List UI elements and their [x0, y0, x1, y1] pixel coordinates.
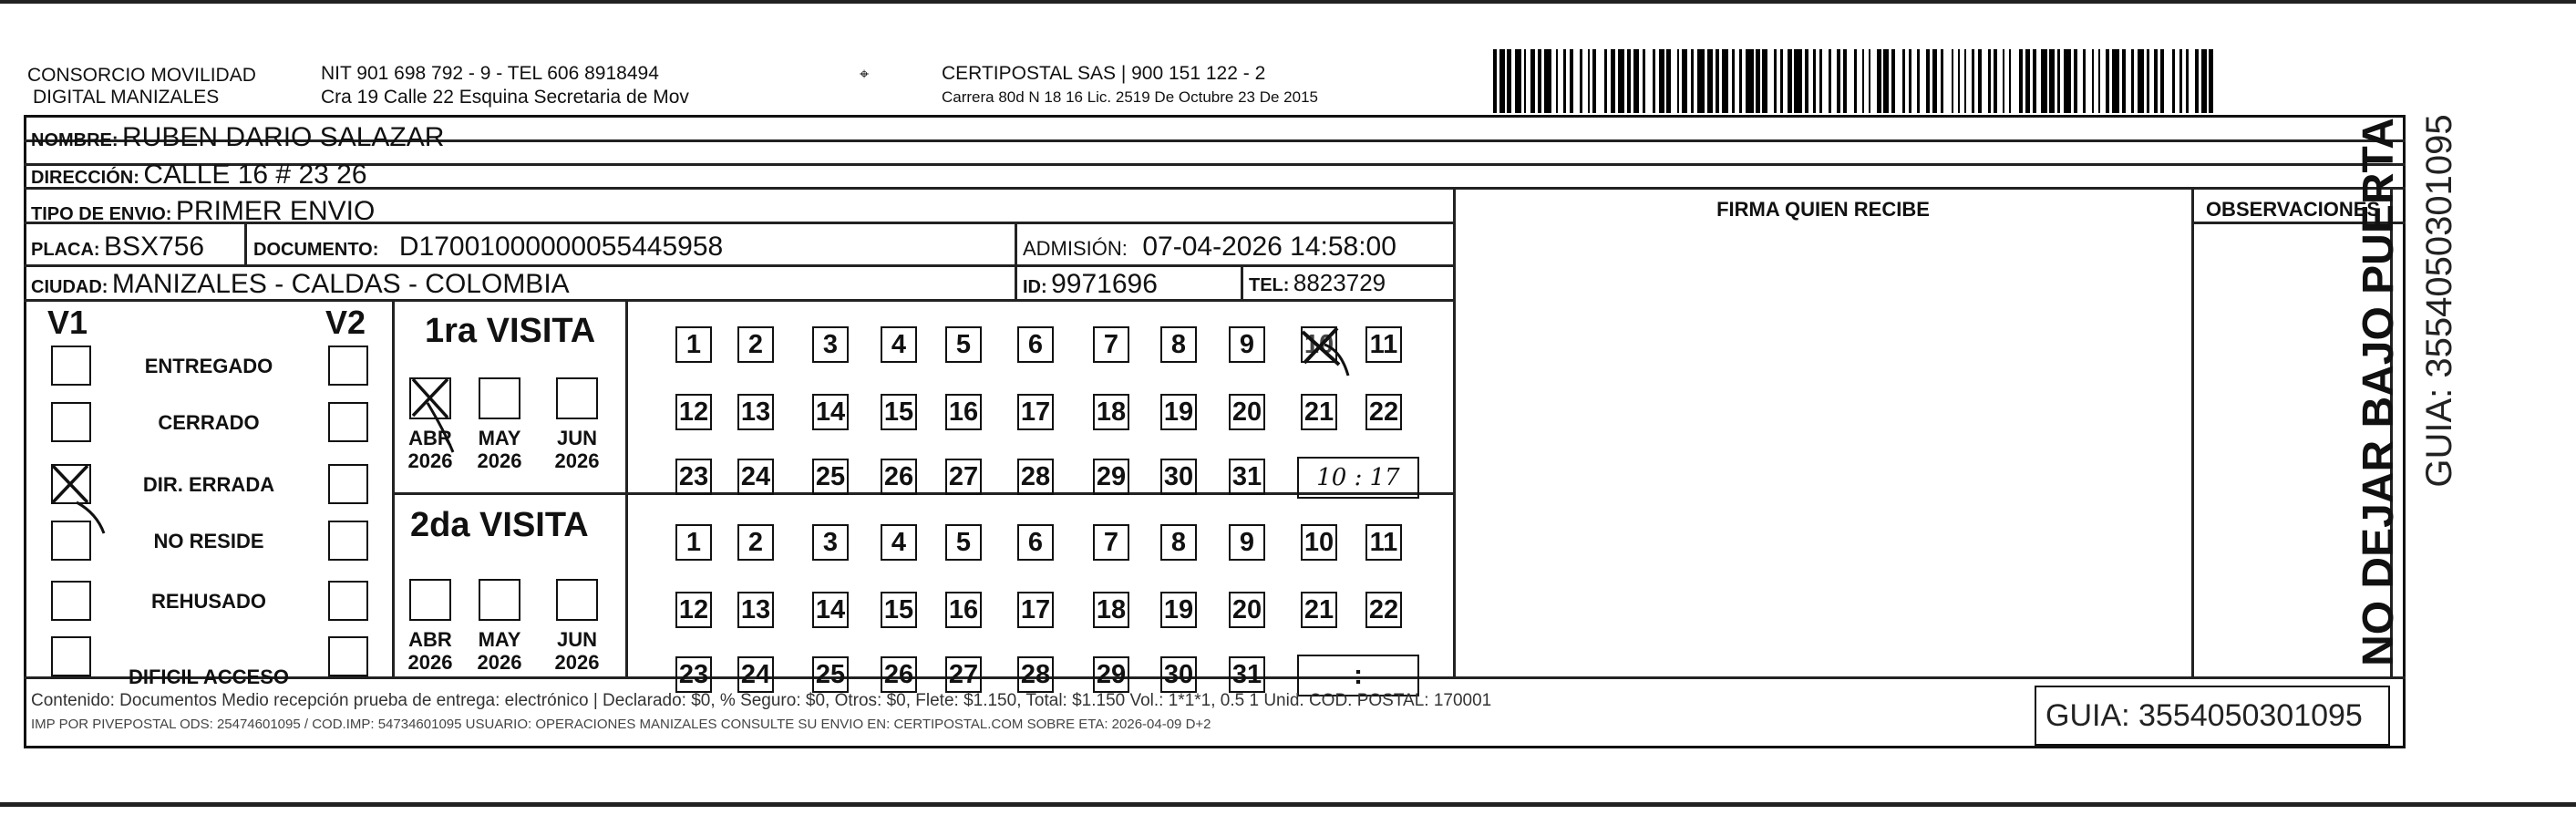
address-label: DIRECCIÓN: [31, 168, 139, 188]
day-box[interactable]: 1 [675, 524, 712, 561]
day-box[interactable]: 2 [737, 326, 774, 363]
day-box[interactable]: 14 [812, 592, 849, 628]
admission-field [1023, 233, 1396, 261]
day-box[interactable]: 13 [737, 592, 774, 628]
plate-field [31, 233, 204, 261]
time-field[interactable]: 10 : 17 [1297, 457, 1419, 499]
row-divider [24, 163, 2406, 166]
v2-header: V2 [325, 304, 366, 341]
time-field[interactable]: : [1297, 655, 1419, 696]
v2-checkbox[interactable] [328, 402, 368, 442]
sender-name-line2: DIGITAL MANIZALES [33, 87, 220, 108]
col-divider [625, 299, 628, 677]
day-box[interactable]: 24 [737, 656, 774, 693]
day-box[interactable]: 27 [945, 656, 982, 693]
day-box[interactable]: 10 [1301, 524, 1337, 561]
day-box[interactable]: 16 [945, 592, 982, 628]
day-box[interactable]: 24 [737, 459, 774, 495]
v1-checkbox[interactable] [51, 636, 91, 676]
outcome-label: DIFICIL ACCESO [128, 665, 289, 688]
tel-label: TEL: [1249, 275, 1290, 295]
shipping-type-field [31, 198, 375, 225]
day-box[interactable]: 9 [1229, 524, 1265, 561]
v2-checkbox[interactable] [328, 464, 368, 504]
day-box[interactable]: 3 [812, 524, 849, 561]
tel-value: 8823729 [1293, 269, 1386, 296]
day-box[interactable]: 9 [1229, 326, 1265, 363]
day-box[interactable]: 7 [1093, 326, 1129, 363]
month-label: ABR 2026 [407, 628, 453, 675]
v1-checkbox[interactable] [51, 464, 91, 504]
id-value: 9971696 [1051, 269, 1158, 299]
name-label: NOMBRE: [31, 130, 118, 150]
day-box[interactable]: 4 [881, 524, 917, 561]
day-box[interactable]: 19 [1160, 592, 1197, 628]
id-label: ID: [1023, 277, 1047, 297]
v1-checkbox[interactable] [51, 346, 91, 386]
v2-checkbox[interactable] [328, 581, 368, 621]
outcome-label: DIR. ERRADA [142, 473, 275, 496]
col-divider [1241, 266, 1243, 299]
day-box[interactable]: 21 [1301, 592, 1337, 628]
day-box[interactable]: 11 [1365, 524, 1402, 561]
day-box[interactable]: 23 [675, 459, 712, 495]
day-box[interactable]: 6 [1017, 326, 1054, 363]
carrier-license: Carrera 80d N 18 16 Lic. 2519 De Octubre 23 De 2015 [942, 88, 1318, 106]
shipping-type-value: PRIMER ENVIO [175, 196, 376, 226]
outcome-label: REHUSADO [151, 590, 266, 613]
day-box[interactable]: 11 [1365, 326, 1402, 363]
sender-address: Cra 19 Calle 22 Esquina Secretaria de Mov [321, 87, 689, 108]
month-label: MAY 2026 [477, 427, 522, 473]
month-label: JUN 2026 [554, 427, 600, 473]
col-divider [1453, 187, 1456, 678]
day-box[interactable]: 30 [1160, 656, 1197, 693]
day-box[interactable]: 6 [1017, 524, 1054, 561]
day-box[interactable]: 13 [737, 394, 774, 430]
day-box[interactable]: 8 [1160, 326, 1197, 363]
day-box[interactable]: 14 [812, 394, 849, 430]
row-divider [24, 676, 2406, 679]
day-box[interactable]: 26 [881, 459, 917, 495]
day-box[interactable]: 5 [945, 326, 982, 363]
day-box[interactable]: 15 [881, 394, 917, 430]
col-divider [1015, 222, 1017, 299]
month-label: MAY 2026 [477, 628, 522, 675]
month-label: ABR 2026 [407, 427, 453, 473]
day-box[interactable]: 26 [881, 656, 917, 693]
day-box[interactable]: 7 [1093, 524, 1129, 561]
day-box[interactable]: 22 [1365, 592, 1402, 628]
v2-checkbox[interactable] [328, 521, 368, 561]
month-checkbox[interactable] [409, 579, 451, 621]
outcome-label: NO RESIDE [153, 530, 264, 552]
day-box[interactable]: 30 [1160, 459, 1197, 495]
city-field [31, 271, 570, 298]
day-box[interactable]: 27 [945, 459, 982, 495]
outcome-label: CERRADO [158, 411, 260, 434]
day-box[interactable]: 25 [812, 459, 849, 495]
day-box[interactable]: 20 [1229, 394, 1265, 430]
day-box[interactable]: 15 [881, 592, 917, 628]
day-box[interactable]: 4 [881, 326, 917, 363]
carrier-mark-icon: ⌖ [860, 65, 870, 83]
plate-value: BSX756 [104, 232, 205, 262]
month-checkbox[interactable] [479, 377, 520, 419]
day-box[interactable]: 1 [675, 326, 712, 363]
v2-checkbox[interactable] [328, 346, 368, 386]
day-box[interactable]: 18 [1093, 394, 1129, 430]
name-value: RUBEN DARIO SALAZAR [122, 122, 445, 152]
sender-nit: NIT 901 698 792 - 9 - TEL 606 8918494 [321, 63, 659, 84]
visit-title: 1ra VISITA [425, 312, 596, 350]
day-box[interactable]: 31 [1229, 656, 1265, 693]
v1-checkbox[interactable] [51, 402, 91, 442]
day-box[interactable]: 22 [1365, 394, 1402, 430]
day-box[interactable]: 29 [1093, 459, 1129, 495]
outcome-label: ENTREGADO [144, 355, 273, 377]
tel-field [1249, 271, 1386, 294]
day-box[interactable]: 18 [1093, 592, 1129, 628]
document-field [253, 233, 723, 261]
plate-label: PLACA: [31, 240, 100, 260]
day-box[interactable]: 10 [1301, 326, 1337, 363]
day-box[interactable]: 12 [675, 394, 712, 430]
day-box[interactable]: 16 [945, 394, 982, 430]
day-box[interactable]: 3 [812, 326, 849, 363]
shipping-type-label: TIPO DE ENVIO: [31, 204, 172, 224]
observations-header: OBSERVACIONES [2205, 198, 2381, 221]
address-value: CALLE 16 # 23 26 [143, 160, 367, 190]
day-box[interactable]: 8 [1160, 524, 1197, 561]
admission-value: 07-04-2026 14:58:00 [1142, 232, 1396, 262]
v1-checkbox[interactable] [51, 521, 91, 561]
day-box[interactable]: 2 [737, 524, 774, 561]
v2-checkbox[interactable] [328, 636, 368, 676]
no-under-door-notice: NO DEJAR BAJO PUERTA [2354, 118, 2403, 666]
carrier-name: CERTIPOSTAL SAS | 900 151 122 - 2 [942, 63, 1266, 84]
row-divider [24, 299, 1455, 302]
day-box[interactable]: 5 [945, 524, 982, 561]
col-divider [2191, 187, 2194, 678]
bottom-rule [0, 802, 2576, 807]
contents-line: Contenido: Documentos Medio recepción prueba de entrega: electrónico | Declarado: $0, % Seguro: $0, Otros: $0, Flete: $1.150, Total: $1.150 Vol.: 1*1*1, 0.5 1 Unid. COD. POSTAL: 170001 [31, 691, 1492, 710]
id-field [1023, 271, 1158, 298]
month-checkbox[interactable] [479, 579, 520, 621]
day-box[interactable]: 29 [1093, 656, 1129, 693]
day-box[interactable]: 17 [1017, 592, 1054, 628]
address-field [31, 161, 367, 189]
day-box[interactable]: 21 [1301, 394, 1337, 430]
col-divider [392, 299, 395, 677]
month-checkbox[interactable] [556, 377, 598, 419]
city-value: MANIZALES - CALDAS - COLOMBIA [111, 269, 570, 299]
day-box[interactable]: 12 [675, 592, 712, 628]
signature-header: FIRMA QUIEN RECIBE [1716, 198, 1930, 221]
admission-label: ADMISIÓN: [1023, 237, 1128, 260]
print-line: IMP POR PIVEPOSTAL ODS: 25474601095 / COD.IMP: 54734601095 USUARIO: OPERACIONES MANIZALES CONSULTE SU ENVIO EN: CERTIPOSTAL.COM SOBRE ETA: 2026-04-09 D+2 [31, 717, 1211, 732]
day-box[interactable]: 31 [1229, 459, 1265, 495]
day-box[interactable]: 28 [1017, 656, 1054, 693]
sender-name-line1: CONSORCIO MOVILIDAD [27, 65, 256, 86]
row-divider [394, 492, 1455, 495]
name-field [31, 124, 444, 151]
day-box[interactable]: 23 [675, 656, 712, 693]
day-box[interactable]: 17 [1017, 394, 1054, 430]
document-value: D17001000000055445958 [398, 232, 724, 262]
col-divider [244, 222, 247, 266]
guide-label: GUIA: 3554050301095 [2045, 698, 2363, 733]
day-box[interactable]: 20 [1229, 592, 1265, 628]
day-box[interactable]: 28 [1017, 459, 1054, 495]
visit-title: 2da VISITA [410, 506, 589, 544]
month-checkbox[interactable] [409, 377, 451, 419]
barcode-icon [1493, 0, 2222, 119]
side-guide-number: GUIA: 3554050301095 [2419, 114, 2459, 488]
day-box[interactable]: 25 [812, 656, 849, 693]
day-box[interactable]: 19 [1160, 394, 1197, 430]
month-label: JUN 2026 [554, 628, 600, 675]
city-label: CIUDAD: [31, 277, 108, 297]
row-divider [24, 187, 2406, 190]
v1-checkbox[interactable] [51, 581, 91, 621]
document-label: DOCUMENTO: [253, 240, 379, 260]
month-checkbox[interactable] [556, 579, 598, 621]
v1-header: V1 [47, 304, 88, 341]
